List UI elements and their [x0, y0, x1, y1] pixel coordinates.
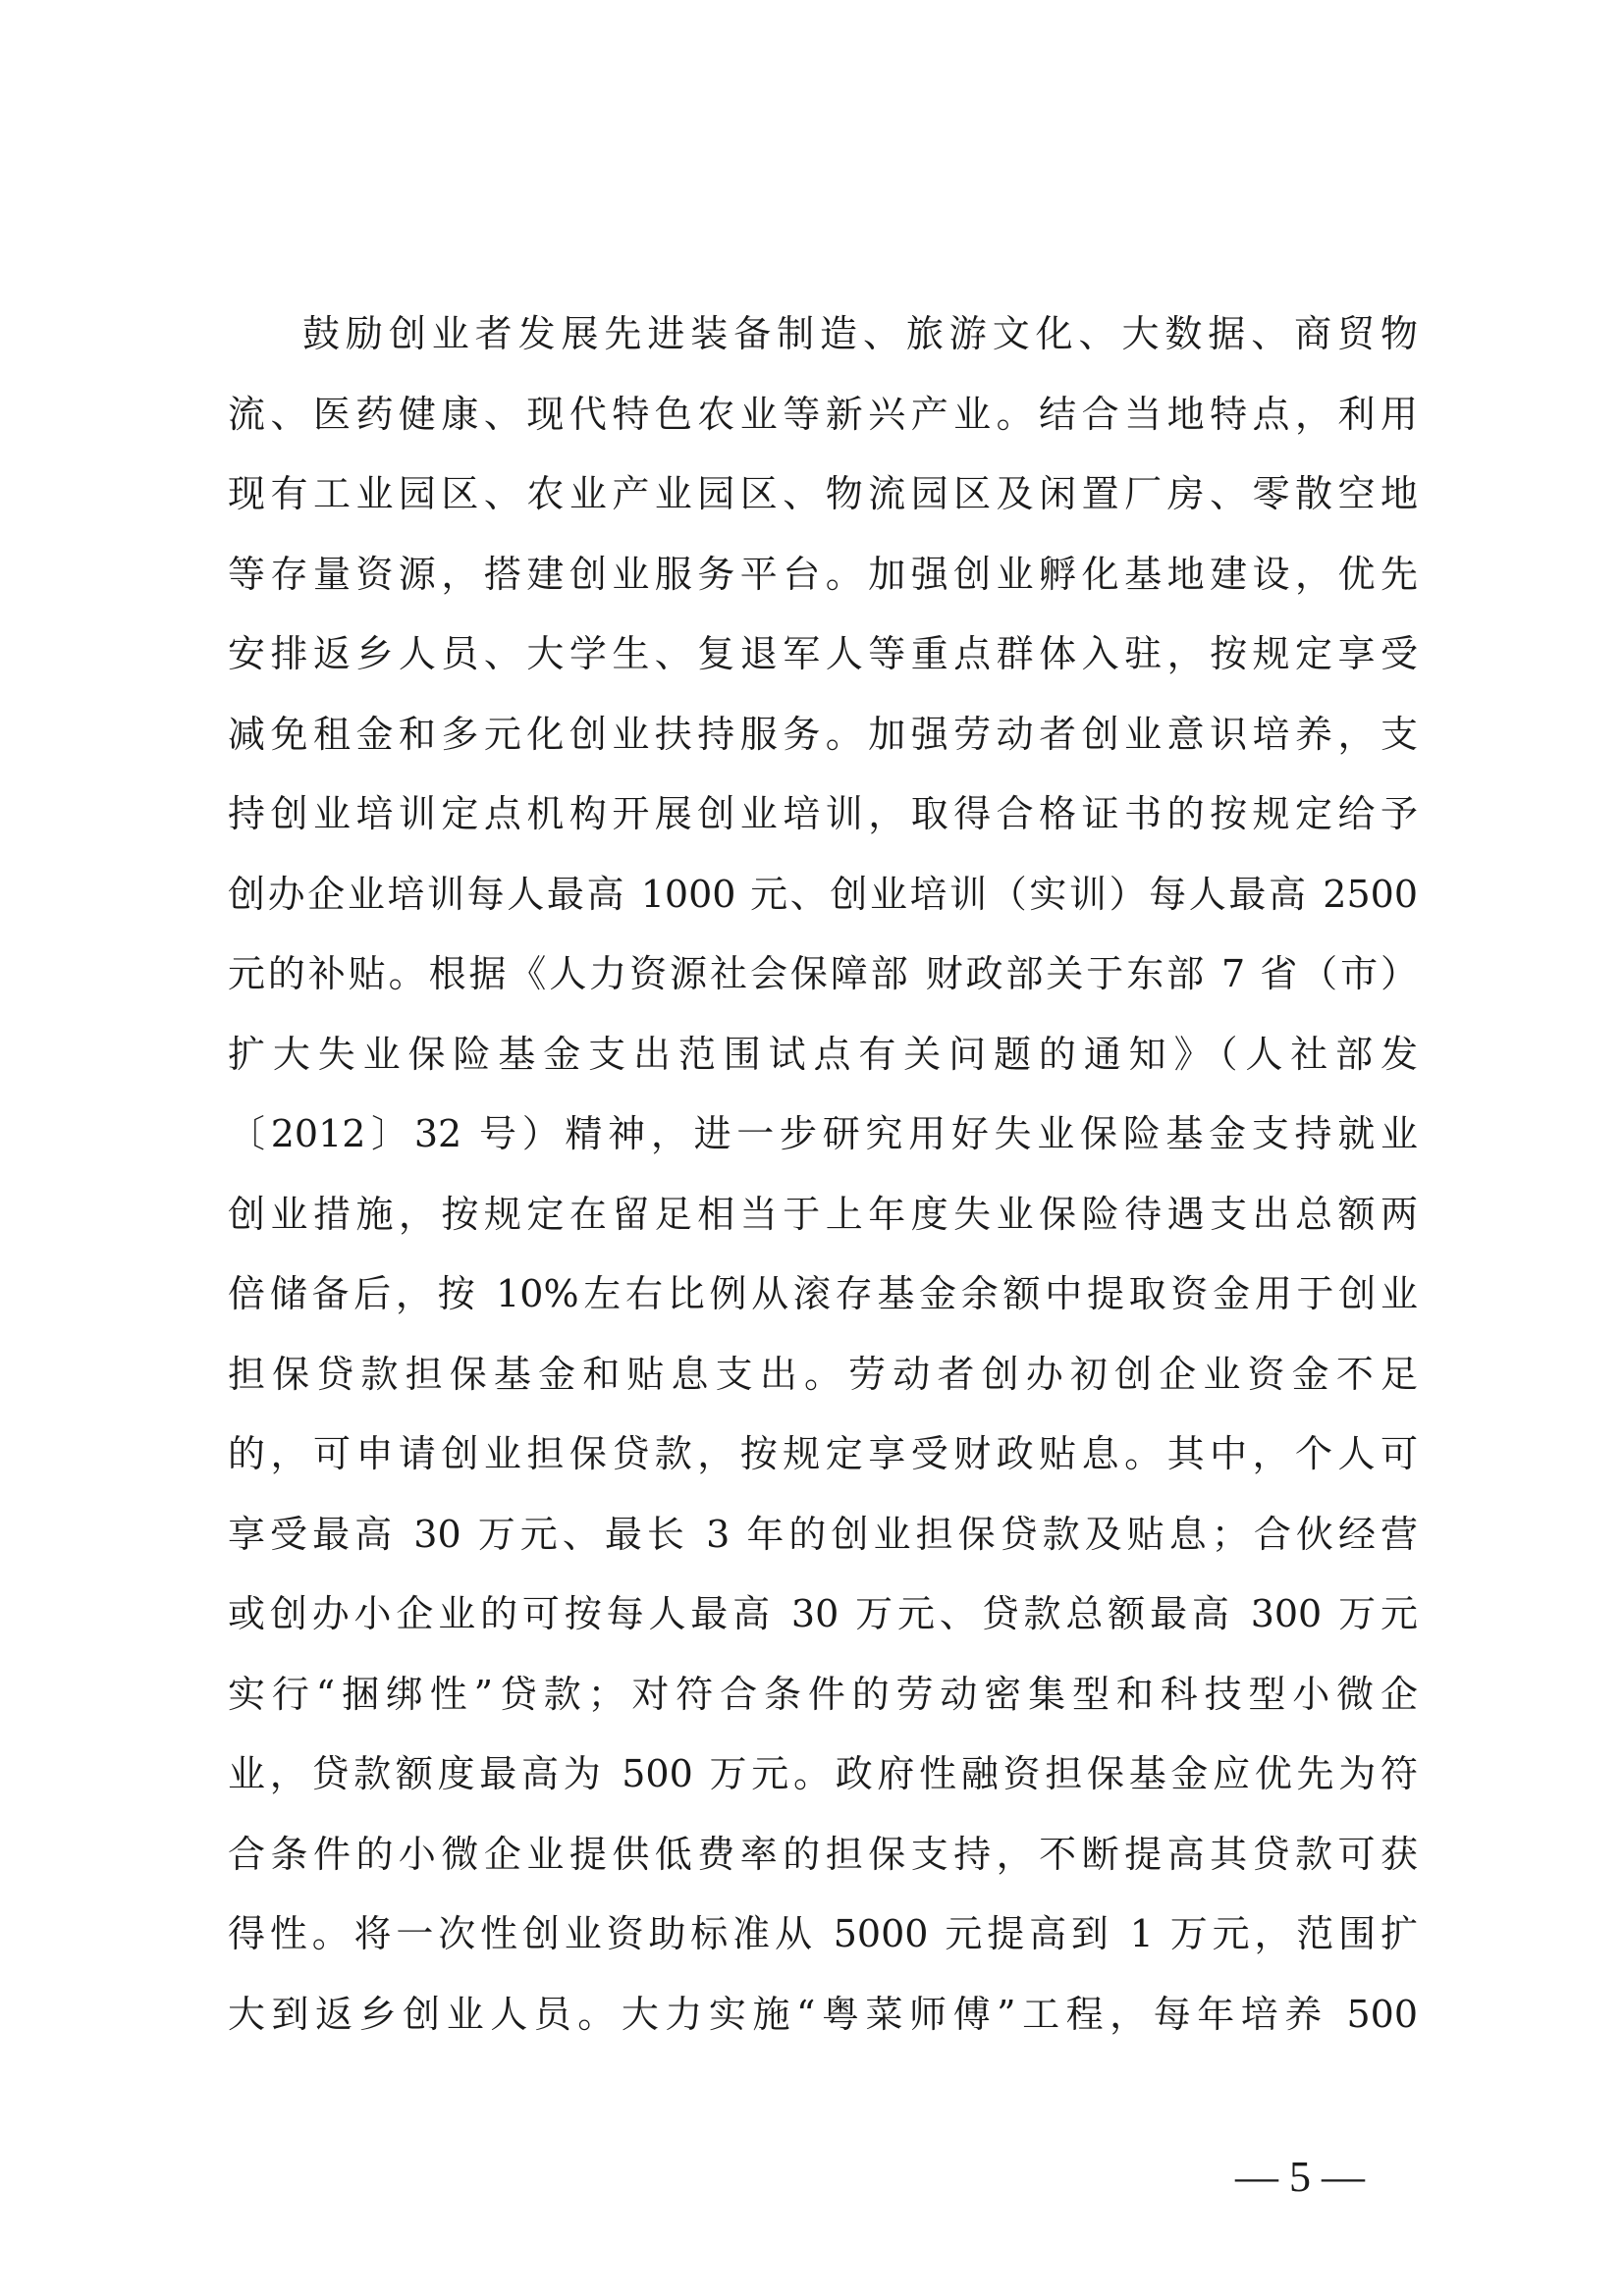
- text-line: 大到返乡创业人员。大力实施“粤菜师傅”工程，每年培养 500: [228, 1992, 1418, 2036]
- text-line: 元的补贴。根据《人力资源社会保障部 财政部关于东部 7 省（市）: [228, 952, 1418, 995]
- text-line: 持创业培训定点机构开展创业培训，取得合格证书的按规定给予: [228, 792, 1418, 835]
- text-line: 减免租金和多元化创业扶持服务。加强劳动者创业意识培养，支: [228, 712, 1418, 756]
- text-line: 实行“捆绑性”贷款；对符合条件的劳动密集型和科技型小微企: [228, 1672, 1418, 1716]
- text-line: 现有工业园区、农业产业园区、物流园区及闲置厂房、零散空地: [228, 472, 1418, 515]
- text-line: 安排返乡人员、大学生、复退军人等重点群体入驻，按规定享受: [228, 632, 1418, 675]
- text-line: 的，可申请创业担保贷款，按规定享受财政贴息。其中，个人可: [228, 1432, 1418, 1475]
- text-line: 担保贷款担保基金和贴息支出。劳动者创办初创企业资金不足: [228, 1352, 1418, 1396]
- text-line: 流、医药健康、现代特色农业等新兴产业。结合当地特点，利用: [228, 392, 1418, 436]
- text-line: 合条件的小微企业提供低费率的担保支持，不断提高其贷款可获: [228, 1832, 1418, 1876]
- text-line: 享受最高 30 万元、最长 3 年的创业担保贷款及贴息；合伙经营: [228, 1512, 1418, 1556]
- text-line: 或创办小企业的可按每人最高 30 万元、贷款总额最高 300 万元: [228, 1592, 1418, 1635]
- text-line: 创办企业培训每人最高 1000 元、创业培训（实训）每人最高 2500: [228, 872, 1418, 916]
- text-line: 等存量资源，搭建创业服务平台。加强创业孵化基地建设，优先: [228, 552, 1418, 596]
- text-line: 创业措施，按规定在留足相当于上年度失业保险待遇支出总额两: [228, 1192, 1418, 1236]
- text-line: 鼓励创业者发展先进装备制造、旅游文化、大数据、商贸物: [302, 312, 1418, 355]
- text-line: 得性。将一次性创业资助标准从 5000 元提高到 1 万元，范围扩: [228, 1912, 1418, 1955]
- text-line: 业，贷款额度最高为 500 万元。政府性融资担保基金应优先为符: [228, 1752, 1418, 1795]
- body-paragraph: [228, 294, 1418, 2055]
- text-line: 〔2012〕32 号）精神，进一步研究用好失业保险基金支持就业: [228, 1112, 1418, 1155]
- text-line: 倍储备后，按 10%左右比例从滚存基金余额中提取资金用于创业: [228, 1272, 1418, 1315]
- page-number: — 5 —: [1235, 2153, 1365, 2201]
- text-line: 扩大失业保险基金支出范围试点有关问题的通知》（人社部发: [228, 1032, 1418, 1076]
